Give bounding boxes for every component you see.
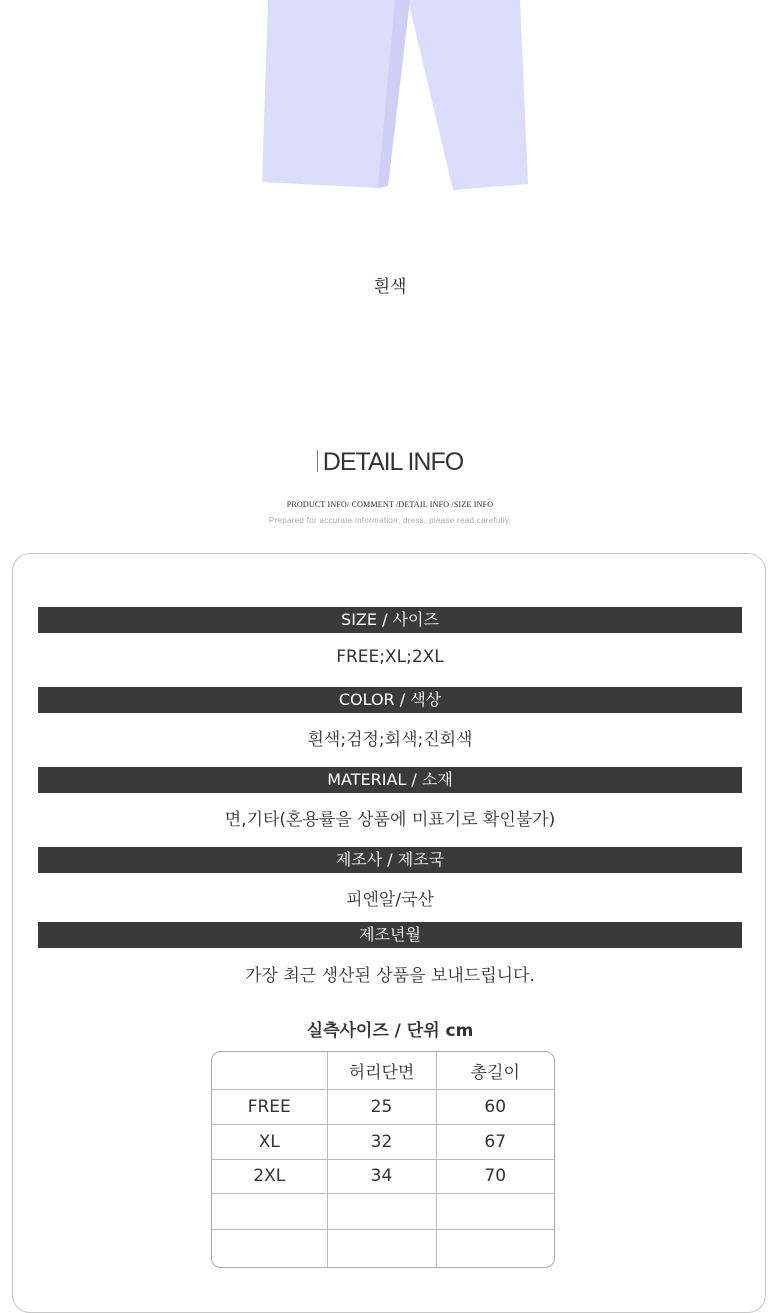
pants-left-leg (262, 0, 400, 188)
manufacturer-value: 피엔알/국산 (346, 890, 434, 910)
table-cell: 70 (436, 1159, 554, 1193)
table-row (212, 1089, 554, 1124)
size-header: SIZE / 사이즈 (38, 607, 742, 633)
table-cell (436, 1193, 554, 1229)
table-cell (436, 1229, 554, 1267)
manufacture-date-value: 가장 최근 생산된 상품을 보내드립니다. (245, 966, 535, 986)
table-header-cell: 허리단면 (327, 1052, 436, 1089)
heading-divider (317, 450, 318, 472)
color-caption: 흰색 (373, 277, 407, 297)
material-value: 면,기타(혼용률을 상품에 미표기로 확인불가) (224, 810, 556, 830)
manufacture-date-header: 제조년월 (38, 922, 742, 948)
table-cell: 67 (436, 1124, 554, 1159)
table-cell (212, 1229, 327, 1267)
table-cell: 25 (327, 1089, 436, 1124)
table-header-cell: 총길이 (436, 1052, 554, 1089)
pants-right-leg (408, 0, 528, 190)
table-row (212, 1159, 554, 1193)
table-row (212, 1124, 554, 1159)
color-header: COLOR / 색상 (38, 687, 742, 713)
color-value: 흰색;검정;회색;진회색 (307, 730, 473, 750)
detail-subtitle: Prepared for accurate information, dress, please read carefully. (268, 516, 512, 525)
table-cell: 60 (436, 1089, 554, 1124)
table-cell (212, 1193, 327, 1229)
detail-nav-links: PRODUCT INFO/ COMMENT /DETAIL INFO /SIZE INFO (286, 500, 494, 509)
detail-info-title: DETAIL INFO (322, 448, 464, 476)
table-cell (327, 1193, 436, 1229)
size-table-title: 실측사이즈 / 단위 cm (306, 1021, 474, 1041)
manufacturer-header: 제조사 / 제조국 (38, 847, 742, 873)
size-table (211, 1051, 555, 1268)
table-row (212, 1229, 554, 1267)
material-header: MATERIAL / 소재 (38, 767, 742, 793)
table-cell: 2XL (212, 1159, 327, 1193)
table-cell (327, 1229, 436, 1267)
table-cell: 32 (327, 1124, 436, 1159)
product-photo (0, 0, 780, 200)
table-cell: 34 (327, 1159, 436, 1193)
table-cell: FREE (212, 1089, 327, 1124)
table-header-row (212, 1052, 554, 1089)
table-header-cell (212, 1052, 327, 1089)
table-row (212, 1193, 554, 1229)
size-value: FREE;XL;2XL (336, 647, 444, 667)
detail-info-heading (0, 448, 780, 477)
table-cell: XL (212, 1124, 327, 1159)
